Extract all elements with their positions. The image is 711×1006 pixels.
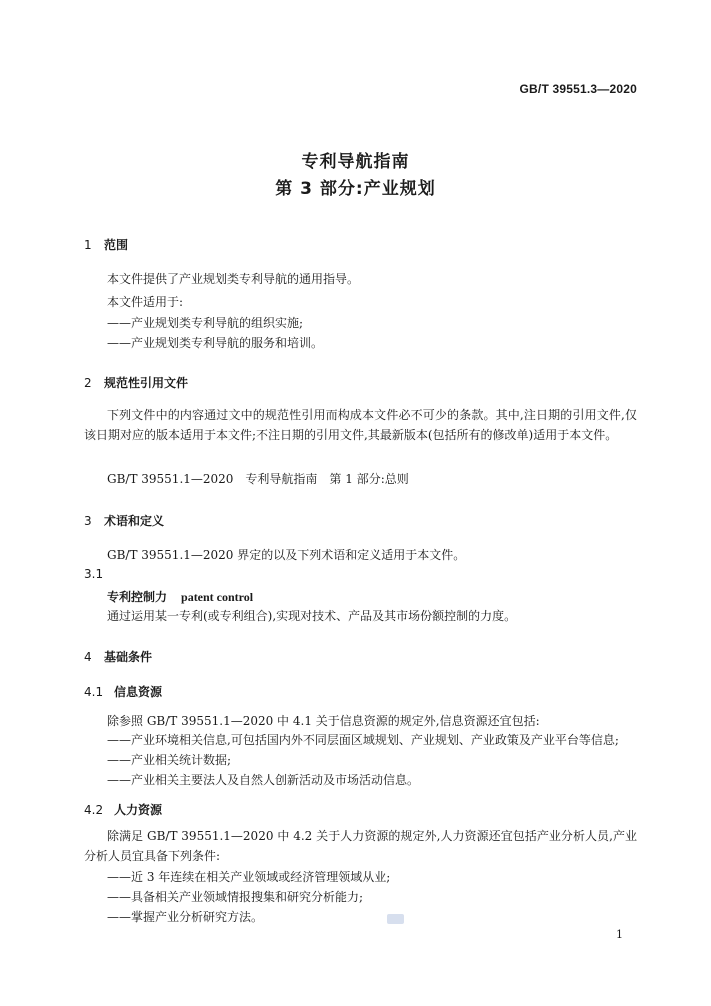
section-1-heading: [84, 236, 128, 253]
section-title: 术语和定义: [104, 514, 165, 528]
paragraph: 除满足 GB/T 39551.1—2020 中 4.2 关于人力资源的规定外,人力资源还宜包括产业分析人员,产业分析人员宜具备下列条件:: [84, 829, 637, 863]
section-number: 4: [84, 650, 92, 664]
paragraph: 下列文件中的内容通过文中的规范性引用而构成本文件必不可少的条款。其中,注日期的引用文件,仅该日期对应的版本适用于本文件;不注日期的引用文件,其最新版本(包括所有的修改单)适用于本文件。: [84, 408, 637, 442]
term-definition: 通过运用某一专利(或专利组合),实现对技术、产品及其市场份额控制的力度。: [107, 609, 517, 623]
watermark-stamp: [387, 914, 404, 924]
term-chinese: 专利控制力: [107, 590, 168, 604]
section-number: 1: [84, 238, 92, 252]
document-title: 专利导航指南: [301, 152, 410, 172]
section-3-heading: [84, 512, 164, 529]
text-line: 本文件适用于:: [107, 295, 184, 309]
section-number: 4.2: [84, 803, 104, 817]
standard-number: GB/T 39551.3—2020: [519, 82, 637, 96]
list-item: ——掌握产业分析研究方法。: [107, 910, 264, 924]
section-title: 范围: [104, 238, 129, 252]
text-line: 本文件提供了产业规划类专利导航的通用指导。: [107, 272, 360, 286]
section-number: 3: [84, 514, 92, 528]
term-entry: [107, 588, 253, 605]
section-4-2-heading: [84, 801, 162, 818]
list-item: ——产业环境相关信息,可包括国内外不同层面区域规划、产业规划、产业政策及产业平台等信息;: [107, 733, 619, 747]
section-title: 基础条件: [104, 650, 153, 664]
section-number: 2: [84, 376, 92, 390]
section-number: 4.1: [84, 685, 104, 699]
list-item: ——具备相关产业领域情报搜集和研究分析能力;: [107, 890, 364, 904]
term-english: patent control: [181, 590, 254, 604]
list-item: ——产业相关统计数据;: [107, 753, 232, 767]
section-2-heading: [84, 374, 188, 391]
list-item: ——产业规划类专利导航的服务和培训。: [107, 336, 324, 350]
list-item: ——产业相关主要法人及自然人创新活动及市场活动信息。: [107, 773, 420, 787]
text-line: 除参照 GB/T 39551.1—2020 中 4.1 关于信息资源的规定外,信息资源还宜包括:: [107, 714, 540, 728]
section-4-1-heading: [84, 683, 162, 700]
text-line: GB/T 39551.1—2020 界定的以及下列术语和定义适用于本文件。: [107, 548, 466, 562]
section-title: 信息资源: [114, 685, 163, 699]
reference-line: GB/T 39551.1—2020 专利导航指南 第 1 部分:总则: [107, 472, 409, 486]
section-title: 人力资源: [114, 803, 163, 817]
section-title: 规范性引用文件: [104, 376, 189, 390]
term-number: 3.1: [84, 567, 104, 581]
page-number: 1: [616, 928, 623, 941]
list-item: ——近 3 年连续在相关产业领域或经济管理领域从业;: [107, 870, 391, 884]
list-item: ——产业规划类专利导航的组织实施;: [107, 316, 304, 330]
section-4-heading: [84, 648, 152, 665]
document-subtitle: 第 3 部分:产业规划: [275, 179, 436, 199]
